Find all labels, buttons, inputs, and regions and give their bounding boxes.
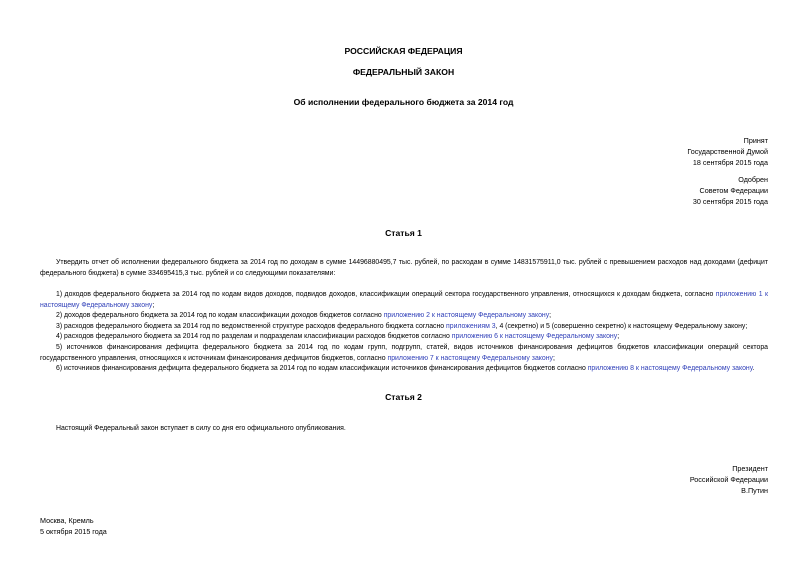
- adopted-date: 18 сентября 2015 года: [692, 157, 768, 167]
- signature-title: Президент: [732, 464, 768, 473]
- law-type-heading: ФЕДЕРАЛЬНЫЙ ЗАКОН: [352, 67, 455, 77]
- item-text: 1) доходов федерального бюджета за 2014 год по кодам видов доходов, подвидов доходов, классификации операций сектора государственного управления, относящихся к доходам бюджета, согласно: [56, 291, 716, 298]
- item-text: 2) доходов федерального бюджета за 2014 год по кодам классификации доходов бюджетов согласно: [56, 312, 384, 320]
- item-text: 6) источников финансирования дефицита федерального бюджета за 2014 год по кодам классификации источников финансирования дефицитов бюджетов согласно: [56, 365, 588, 373]
- signature-name: В.Путин: [741, 485, 768, 495]
- appendix-7-link[interactable]: приложению 7 к настоящему Федеральному закону: [387, 354, 553, 362]
- appendix-2-link[interactable]: приложению 2 к настоящему Федеральному закону: [383, 312, 550, 320]
- item-text: 3) расходов федерального бюджета за 2014 год по ведомственной структуре расходов федерального бюджета согласно: [56, 322, 447, 330]
- appendix-6-link[interactable]: приложению 6 к настоящему Федеральному закону: [451, 333, 618, 341]
- signing-place: Москва, Кремль: [40, 516, 94, 525]
- item-tail: ;: [152, 301, 155, 309]
- article-1-title: Статья 1: [385, 228, 422, 238]
- article-1-items: [40, 290, 768, 375]
- adopted-label: Принят: [743, 136, 768, 145]
- item-tail: ;: [552, 354, 555, 362]
- list-item: [40, 364, 768, 375]
- list-item: [40, 311, 768, 322]
- article-2-title: Статья 2: [385, 392, 422, 402]
- item-tail: , 4 (секретно) и 5 (совершенно секретно) к настоящему Федеральному закону;: [495, 322, 748, 330]
- list-item: [40, 343, 768, 364]
- list-item: [40, 322, 768, 333]
- approved-label: Одобрен: [738, 175, 768, 184]
- approved-date: 30 сентября 2015 года: [692, 196, 768, 206]
- item-text: 4) расходов федерального бюджета за 2014 год по разделам и подразделам классификации расходов бюджетов согласно: [56, 333, 452, 341]
- adopted-block: [687, 136, 768, 168]
- item-tail: ;: [617, 333, 620, 341]
- list-item: [40, 290, 768, 311]
- place-date-block: [40, 516, 107, 538]
- law-title: Об исполнении федерального бюджета за 2014 год: [293, 97, 514, 107]
- article-2-text: Настоящий Федеральный закон вступает в силу со дня его официального опубликования.: [56, 425, 346, 432]
- signing-date: 5 октября 2015 года: [40, 526, 107, 536]
- article-1-intro: Утвердить отчет об исполнении федерального бюджета за 2014 год по доходам в сумме 14496880495,7 тыс. рублей, по расходам в сумме 14831575911,0 тыс. рублей с превышением расходов над доходами (дефицит федерального бюджета) в сумме 334695415,3 тыс. рублей и со следующими показателями:: [40, 259, 768, 277]
- country-heading: РОССИЙСКАЯ ФЕДЕРАЦИЯ: [344, 46, 463, 56]
- approved-block: [693, 175, 768, 207]
- list-item: [40, 332, 768, 343]
- appendix-3-link[interactable]: приложениям 3: [446, 322, 496, 330]
- signature-country: Российской Федерации: [689, 474, 768, 484]
- item-tail: ;: [549, 312, 552, 320]
- approved-body: Советом Федерации: [699, 185, 768, 195]
- appendix-8-link[interactable]: приложению 8 к настоящему Федеральному закону: [587, 365, 753, 373]
- item-tail: .: [752, 365, 755, 373]
- item-text: 5) источников финансирования дефицита федерального бюджета за 2014 год по кодам групп, подгрупп, статей, видов источников финансирования дефицитов бюджетов классификации операций сектора государственного управления, относящихся к источникам финансирования дефицитов бюджетов, согласно: [40, 343, 768, 362]
- appendix-1-link[interactable]: приложению 1 к настоящему Федеральному закону: [40, 291, 768, 309]
- signature-block: [690, 464, 768, 496]
- adopted-body: Государственной Думой: [687, 146, 768, 156]
